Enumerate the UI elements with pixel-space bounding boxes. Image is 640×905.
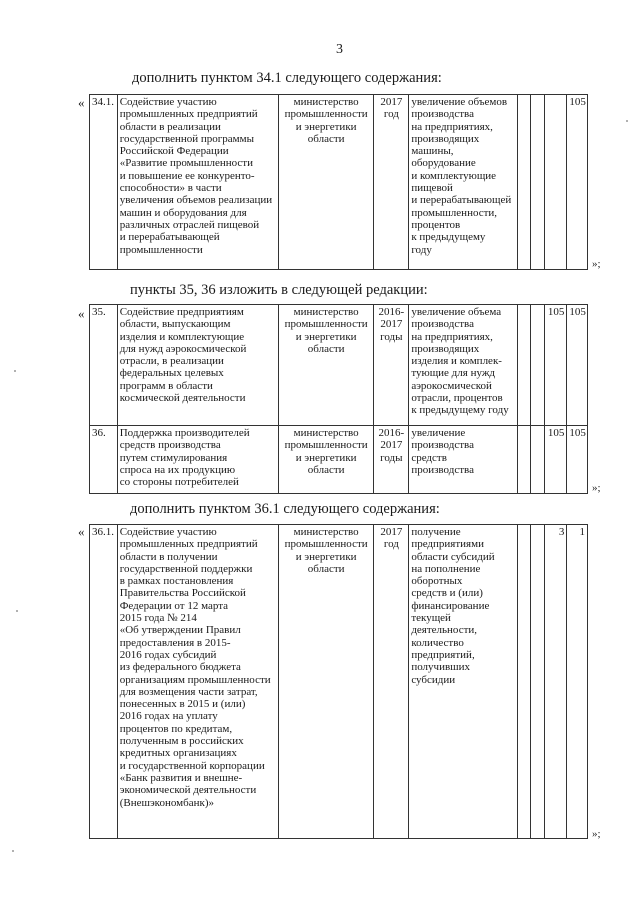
item-value-3: 3 [544, 525, 567, 839]
table-items-35-36 [89, 304, 588, 494]
scan-speck [14, 370, 16, 372]
quote-close: »; [592, 828, 601, 840]
item-value-2 [531, 95, 544, 270]
item-value-1 [518, 525, 531, 839]
item-value-2 [531, 305, 544, 426]
table-item-36-1 [89, 524, 588, 839]
quote-close: »; [592, 482, 601, 494]
quote-open: « [78, 95, 85, 110]
item-indicator: увеличение объемов производства на предприятиях, производящих машины, оборудование и комплектующие пищевой и перерабатывающей промышленности, процентов к предыдущему году [409, 95, 518, 270]
scan-speck [16, 610, 18, 612]
quote-open: « [78, 524, 85, 539]
item-value-1 [518, 305, 531, 426]
item-description: Поддержка производителей средств производства путем стимулирования спроса на их продукцию со стороны потребителей [117, 426, 278, 494]
item-description: Содействие участию промышленных предприятий области в реализации государственной программы Российской Федерации «Развитие промышленности и повышение ее конкуренто- способности» в части увеличения объемов реализации машин и оборудования для различных отраслей пищевой и перерабатывающей промышленности [117, 95, 278, 270]
scan-speck [12, 850, 14, 852]
item-value-4: 105 [567, 95, 588, 270]
item-period: 2016- 2017 годы [374, 305, 409, 426]
amendment-heading-34-1: дополнить пунктом 34.1 следующего содержания: [132, 70, 442, 86]
item-responsible: министерство промышленности и энергетики области [278, 426, 373, 494]
item-value-3: 105 [544, 305, 567, 426]
item-description: Содействие участию промышленных предприятий области в получении государственной поддержки в рамках постановления Правительства Российской Федерации от 12 марта 2015 года № 214 «Об утверждении Правил предоставления в 2015- 2016 годах субсидий из федерального бюджета организациям промышленности для возмещения части затрат, понесенных в 2015 и (или) 2016 годах на уплату процентов по кредитам, полученным в российских кредитных организациях и государственной корпорации «Банк развития и внешне- экономической деятельности (Внешэкономбанк)» [117, 525, 278, 839]
table-row [90, 426, 588, 494]
item-value-1 [518, 426, 531, 494]
item-value-2 [531, 426, 544, 494]
table-row [90, 525, 588, 839]
item-number: 36. [90, 426, 118, 494]
quote-open: « [78, 306, 85, 321]
item-number: 34.1. [90, 95, 118, 270]
table-row [90, 95, 588, 270]
item-value-3 [544, 95, 567, 270]
item-number: 35. [90, 305, 118, 426]
item-value-2 [531, 525, 544, 839]
table-row [90, 305, 588, 426]
item-value-4: 1 [567, 525, 588, 839]
item-responsible: министерство промышленности и энергетики области [278, 305, 373, 426]
item-responsible: министерство промышленности и энергетики области [278, 95, 373, 270]
amendment-heading-36-1: дополнить пунктом 36.1 следующего содержания: [130, 501, 440, 517]
item-indicator: получение предприятиями области субсидий на пополнение оборотных средств и (или) финансирование текущей деятельности, количество предприятий, получивших субсидии [409, 525, 518, 839]
item-responsible: министерство промышленности и энергетики области [278, 525, 373, 839]
quote-close: »; [592, 258, 601, 270]
item-indicator: увеличение производства средств производства [409, 426, 518, 494]
item-period: 2016- 2017 годы [374, 426, 409, 494]
item-value-4: 105 [567, 426, 588, 494]
item-number: 36.1. [90, 525, 118, 839]
item-period: 2017 год [374, 95, 409, 270]
table-item-34-1 [89, 94, 588, 270]
item-value-3: 105 [544, 426, 567, 494]
item-period: 2017 год [374, 525, 409, 839]
amendment-heading-35-36: пункты 35, 36 изложить в следующей редакции: [130, 282, 428, 298]
page-number: 3 [336, 42, 343, 57]
scan-speck [626, 120, 628, 122]
item-value-1 [518, 95, 531, 270]
item-description: Содействие предприятиям области, выпускающим изделия и комплектующие для нужд аэрокосмической отрасли, в реализации федеральных целевых программ в области космической деятельности [117, 305, 278, 426]
item-indicator: увеличение объема производства на предприятиях, производящих изделия и комплек- тующие для нужд аэрокосмической отрасли, процентов к предыдущему году [409, 305, 518, 426]
item-value-4: 105 [567, 305, 588, 426]
